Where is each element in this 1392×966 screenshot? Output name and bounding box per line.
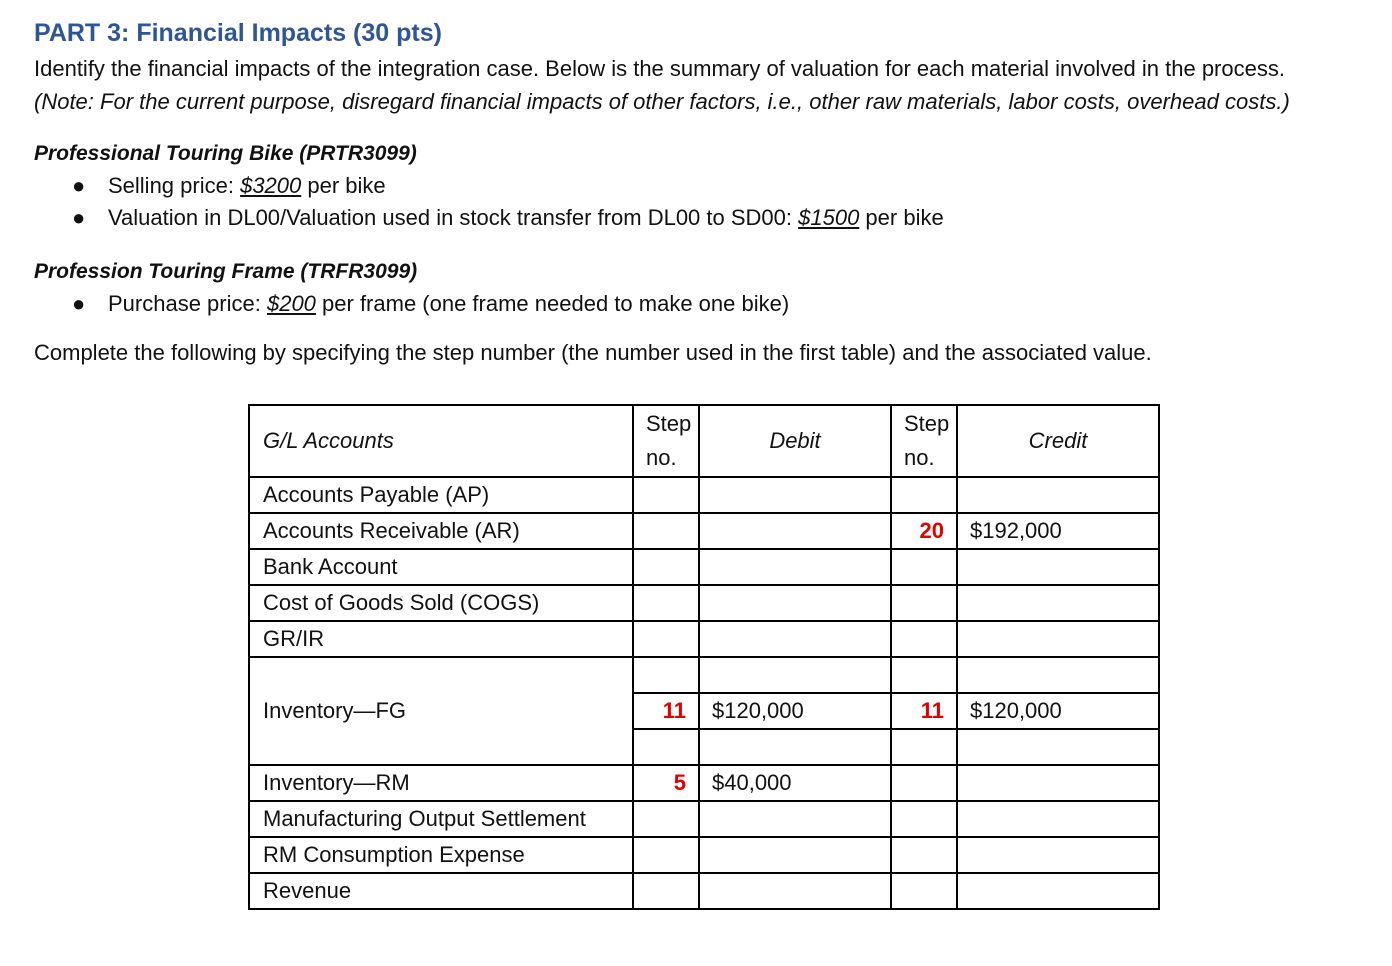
selling-value: $3200 xyxy=(240,173,302,198)
debit-cell[interactable] xyxy=(699,513,891,549)
table-row xyxy=(249,477,1159,513)
bike-list xyxy=(34,170,1374,234)
account-name: Manufacturing Output Settlement xyxy=(249,801,633,837)
account-name: Accounts Payable (AP) xyxy=(249,477,633,513)
bullet-icon: ● xyxy=(72,173,86,198)
note-text: (Note: For the current purpose, disregard financial impacts of other factors, i.e., other raw materials, labor costs, overhead costs.) xyxy=(34,89,1290,114)
credit-cell[interactable] xyxy=(957,873,1159,909)
gl-table-wrapper xyxy=(248,404,1160,910)
document-page xyxy=(34,14,1374,369)
credit-step-cell-blank[interactable] xyxy=(891,729,957,765)
header-step-line1: Step xyxy=(646,411,692,436)
frame-list xyxy=(34,288,1374,320)
debit-step-cell[interactable]: 11 xyxy=(633,693,699,729)
account-name: Bank Account xyxy=(249,549,633,585)
debit-cell[interactable] xyxy=(699,549,891,585)
list-item xyxy=(34,288,1374,320)
purchase-label: Purchase price: xyxy=(108,291,267,316)
table-row xyxy=(249,837,1159,873)
credit-cell[interactable]: $192,000 xyxy=(957,513,1159,549)
debit-cell-blank[interactable] xyxy=(699,729,891,765)
list-item xyxy=(34,202,1374,234)
debit-cell-blank[interactable] xyxy=(699,657,891,693)
table-row xyxy=(249,585,1159,621)
credit-step-cell-blank[interactable] xyxy=(891,657,957,693)
page-title: PART 3: Financial Impacts (30 pts) xyxy=(34,19,442,47)
account-name: Inventory—FG xyxy=(249,657,633,765)
credit-step-cell[interactable] xyxy=(891,873,957,909)
header-debit-step xyxy=(633,405,699,477)
header-step-line1: Step xyxy=(904,411,950,436)
gl-accounts-table xyxy=(248,404,1160,910)
purchase-value: $200 xyxy=(266,291,316,316)
debit-cell[interactable] xyxy=(699,585,891,621)
credit-cell-blank[interactable] xyxy=(957,657,1159,693)
debit-cell[interactable] xyxy=(699,801,891,837)
purchase-suffix: per frame (one frame needed to make one bike) xyxy=(315,291,790,316)
credit-step-cell[interactable] xyxy=(891,801,957,837)
table-row xyxy=(249,621,1159,657)
account-name: Accounts Receivable (AR) xyxy=(249,513,633,549)
account-name: GR/IR xyxy=(249,621,633,657)
table-row xyxy=(249,765,1159,801)
debit-step-cell-blank[interactable] xyxy=(633,729,699,765)
debit-cell[interactable]: $40,000 xyxy=(699,765,891,801)
credit-step-cell[interactable] xyxy=(891,621,957,657)
credit-cell[interactable] xyxy=(957,801,1159,837)
debit-cell[interactable] xyxy=(699,873,891,909)
bullet-icon: ● xyxy=(72,205,86,230)
debit-step-cell[interactable] xyxy=(633,477,699,513)
account-name: Inventory—RM xyxy=(249,765,633,801)
header-credit: Credit xyxy=(957,405,1159,477)
debit-cell[interactable]: $120,000 xyxy=(699,693,891,729)
credit-step-cell[interactable] xyxy=(891,477,957,513)
debit-step-cell[interactable] xyxy=(633,585,699,621)
intro-text: Identify the financial impacts of the integration case. Below is the summary of valuation for each material involved in the process. xyxy=(34,56,1285,81)
header-credit-step xyxy=(891,405,957,477)
credit-cell[interactable] xyxy=(957,621,1159,657)
credit-cell[interactable]: $120,000 xyxy=(957,693,1159,729)
debit-step-cell[interactable] xyxy=(633,513,699,549)
table-row xyxy=(249,513,1159,549)
debit-step-cell[interactable] xyxy=(633,837,699,873)
credit-step-cell[interactable]: 20 xyxy=(891,513,957,549)
debit-cell[interactable] xyxy=(699,477,891,513)
list-item xyxy=(34,170,1374,202)
table-row xyxy=(249,657,1159,693)
credit-cell[interactable] xyxy=(957,585,1159,621)
bike-heading: Professional Touring Bike (PRTR3099) xyxy=(34,142,417,165)
credit-cell-blank[interactable] xyxy=(957,729,1159,765)
selling-suffix: per bike xyxy=(301,173,386,198)
valuation-suffix: per bike xyxy=(859,205,944,230)
debit-step-cell[interactable] xyxy=(633,873,699,909)
instruction-text: Complete the following by specifying the step number (the number used in the first table) and the associated value. xyxy=(34,340,1152,365)
debit-cell[interactable] xyxy=(699,621,891,657)
credit-cell[interactable] xyxy=(957,837,1159,873)
debit-step-cell[interactable]: 5 xyxy=(633,765,699,801)
debit-step-cell[interactable] xyxy=(633,549,699,585)
debit-step-cell[interactable] xyxy=(633,621,699,657)
table-row xyxy=(249,801,1159,837)
credit-cell[interactable] xyxy=(957,477,1159,513)
account-name: RM Consumption Expense xyxy=(249,837,633,873)
credit-step-cell[interactable] xyxy=(891,549,957,585)
account-name: Cost of Goods Sold (COGS) xyxy=(249,585,633,621)
credit-step-cell[interactable] xyxy=(891,765,957,801)
valuation-label: Valuation in DL00/Valuation used in stock transfer from DL00 to SD00: xyxy=(108,205,799,230)
bullet-icon: ● xyxy=(72,291,86,316)
header-debit: Debit xyxy=(699,405,891,477)
credit-step-cell[interactable] xyxy=(891,837,957,873)
selling-label: Selling price: xyxy=(108,173,241,198)
credit-cell[interactable] xyxy=(957,765,1159,801)
table-header-row xyxy=(249,405,1159,477)
frame-heading: Profession Touring Frame (TRFR3099) xyxy=(34,260,418,283)
account-name: Revenue xyxy=(249,873,633,909)
credit-step-cell[interactable]: 11 xyxy=(891,693,957,729)
debit-step-cell[interactable] xyxy=(633,801,699,837)
table-row xyxy=(249,873,1159,909)
valuation-value: $1500 xyxy=(798,205,860,230)
header-step-line2: no. xyxy=(904,445,935,470)
debit-step-cell-blank[interactable] xyxy=(633,657,699,693)
debit-cell[interactable] xyxy=(699,837,891,873)
header-accounts: G/L Accounts xyxy=(249,405,633,477)
credit-cell[interactable] xyxy=(957,549,1159,585)
header-step-line2: no. xyxy=(646,445,677,470)
credit-step-cell[interactable] xyxy=(891,585,957,621)
table-row xyxy=(249,549,1159,585)
